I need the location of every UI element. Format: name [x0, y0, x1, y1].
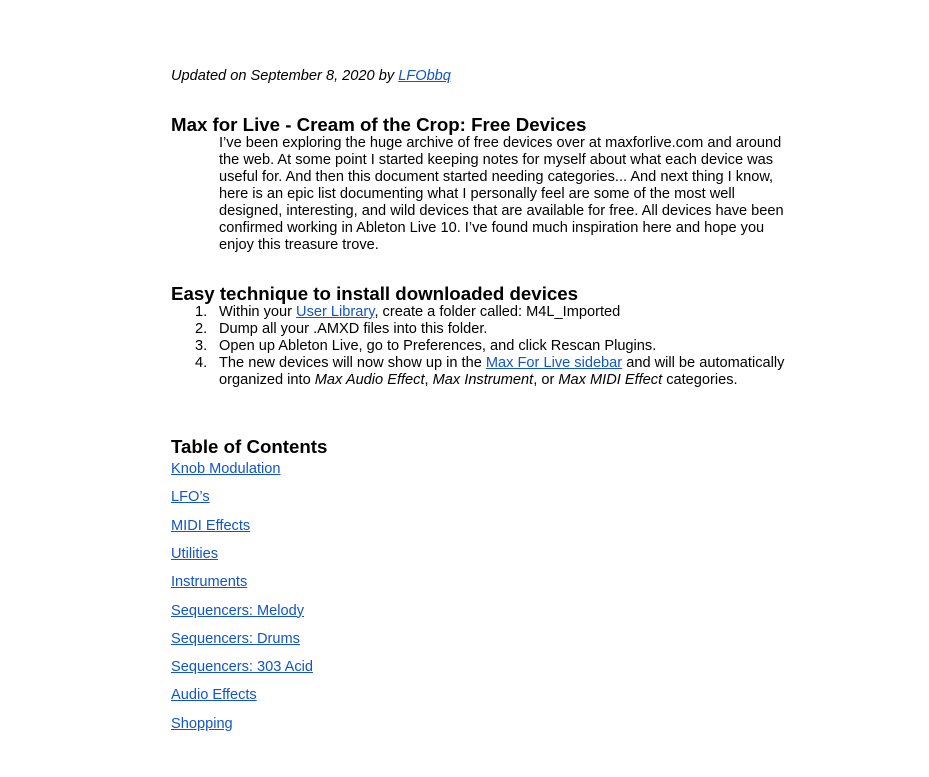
step-text: Open up Ableton Live, go to Preferences, and click Rescan Plugins.: [219, 338, 657, 354]
toc-link-audio-effects[interactable]: Audio Effects: [171, 687, 257, 704]
step-number: 1.: [195, 304, 208, 320]
category-max-midi-effect: Max MIDI Effect: [558, 372, 663, 388]
install-step: [171, 355, 791, 389]
separator: , or: [533, 372, 559, 388]
install-steps-list: [171, 304, 791, 389]
user-library-link[interactable]: User Library: [296, 304, 375, 320]
category-max-instrument: Max Instrument: [432, 372, 534, 388]
toc-link-sequencers-drums[interactable]: Sequencers: Drums: [171, 630, 300, 647]
step-text-end: categories.: [662, 372, 738, 388]
toc-link-knob-modulation[interactable]: Knob Modulation: [171, 461, 281, 477]
author-link[interactable]: LFObbq: [398, 68, 451, 84]
intro-paragraph: I’ve been exploring the huge archive of free devices over at maxforlive.com and around the web. At some point I started keeping notes for myself about what each device was useful for. And then this document started needing categories... And next thing I know, here is an epic list documenting what I personally feel are some of the most well designed, interesting, and wild devices that are available for free. All devices have been confirmed working in Ableton Live 10. I’ve found much inspiration here and hope you enjoy this treasure trove.: [219, 135, 784, 253]
step-text-before: Within your: [219, 304, 297, 320]
category-max-audio-effect: Max Audio Effect: [314, 372, 425, 388]
install-step: [171, 338, 791, 355]
toc-link-midi-effects[interactable]: MIDI Effects: [171, 517, 251, 534]
step-number: 4.: [195, 355, 208, 371]
updated-line: [171, 68, 451, 84]
step-number: 3.: [195, 338, 208, 354]
toc-link-lfos[interactable]: LFO’s: [171, 489, 210, 506]
max-for-live-heading: Max for Live - Cream of the Crop: Free Devices: [171, 114, 587, 135]
step-text: Dump all your .AMXD files into this folder.: [219, 321, 488, 337]
install-step: [171, 321, 791, 338]
separator: ,: [424, 372, 433, 388]
step-text-after: , create a folder called: M4L_Imported: [374, 304, 621, 320]
toc-heading: Table of Contents: [171, 436, 328, 457]
install-step: [171, 304, 791, 321]
toc-link-sequencers-303-acid[interactable]: Sequencers: 303 Acid: [171, 659, 313, 676]
toc-link-instruments[interactable]: Instruments: [171, 574, 248, 591]
step-text-after: and will be automatically organized into: [219, 355, 785, 388]
step-number: 2.: [195, 321, 208, 337]
toc-link-sequencers-melody[interactable]: Sequencers: Melody: [171, 602, 305, 619]
step-text-before: The new devices will now show up in the: [219, 355, 486, 371]
max-for-live-sidebar-link[interactable]: Max For Live sidebar: [485, 355, 623, 371]
toc-link-utilities[interactable]: Utilities: [171, 545, 219, 562]
toc-link-shopping[interactable]: Shopping: [171, 715, 233, 732]
install-heading: Easy technique to install downloaded devices: [171, 283, 579, 304]
updated-prefix: Updated on September 8, 2020 by: [171, 68, 399, 84]
